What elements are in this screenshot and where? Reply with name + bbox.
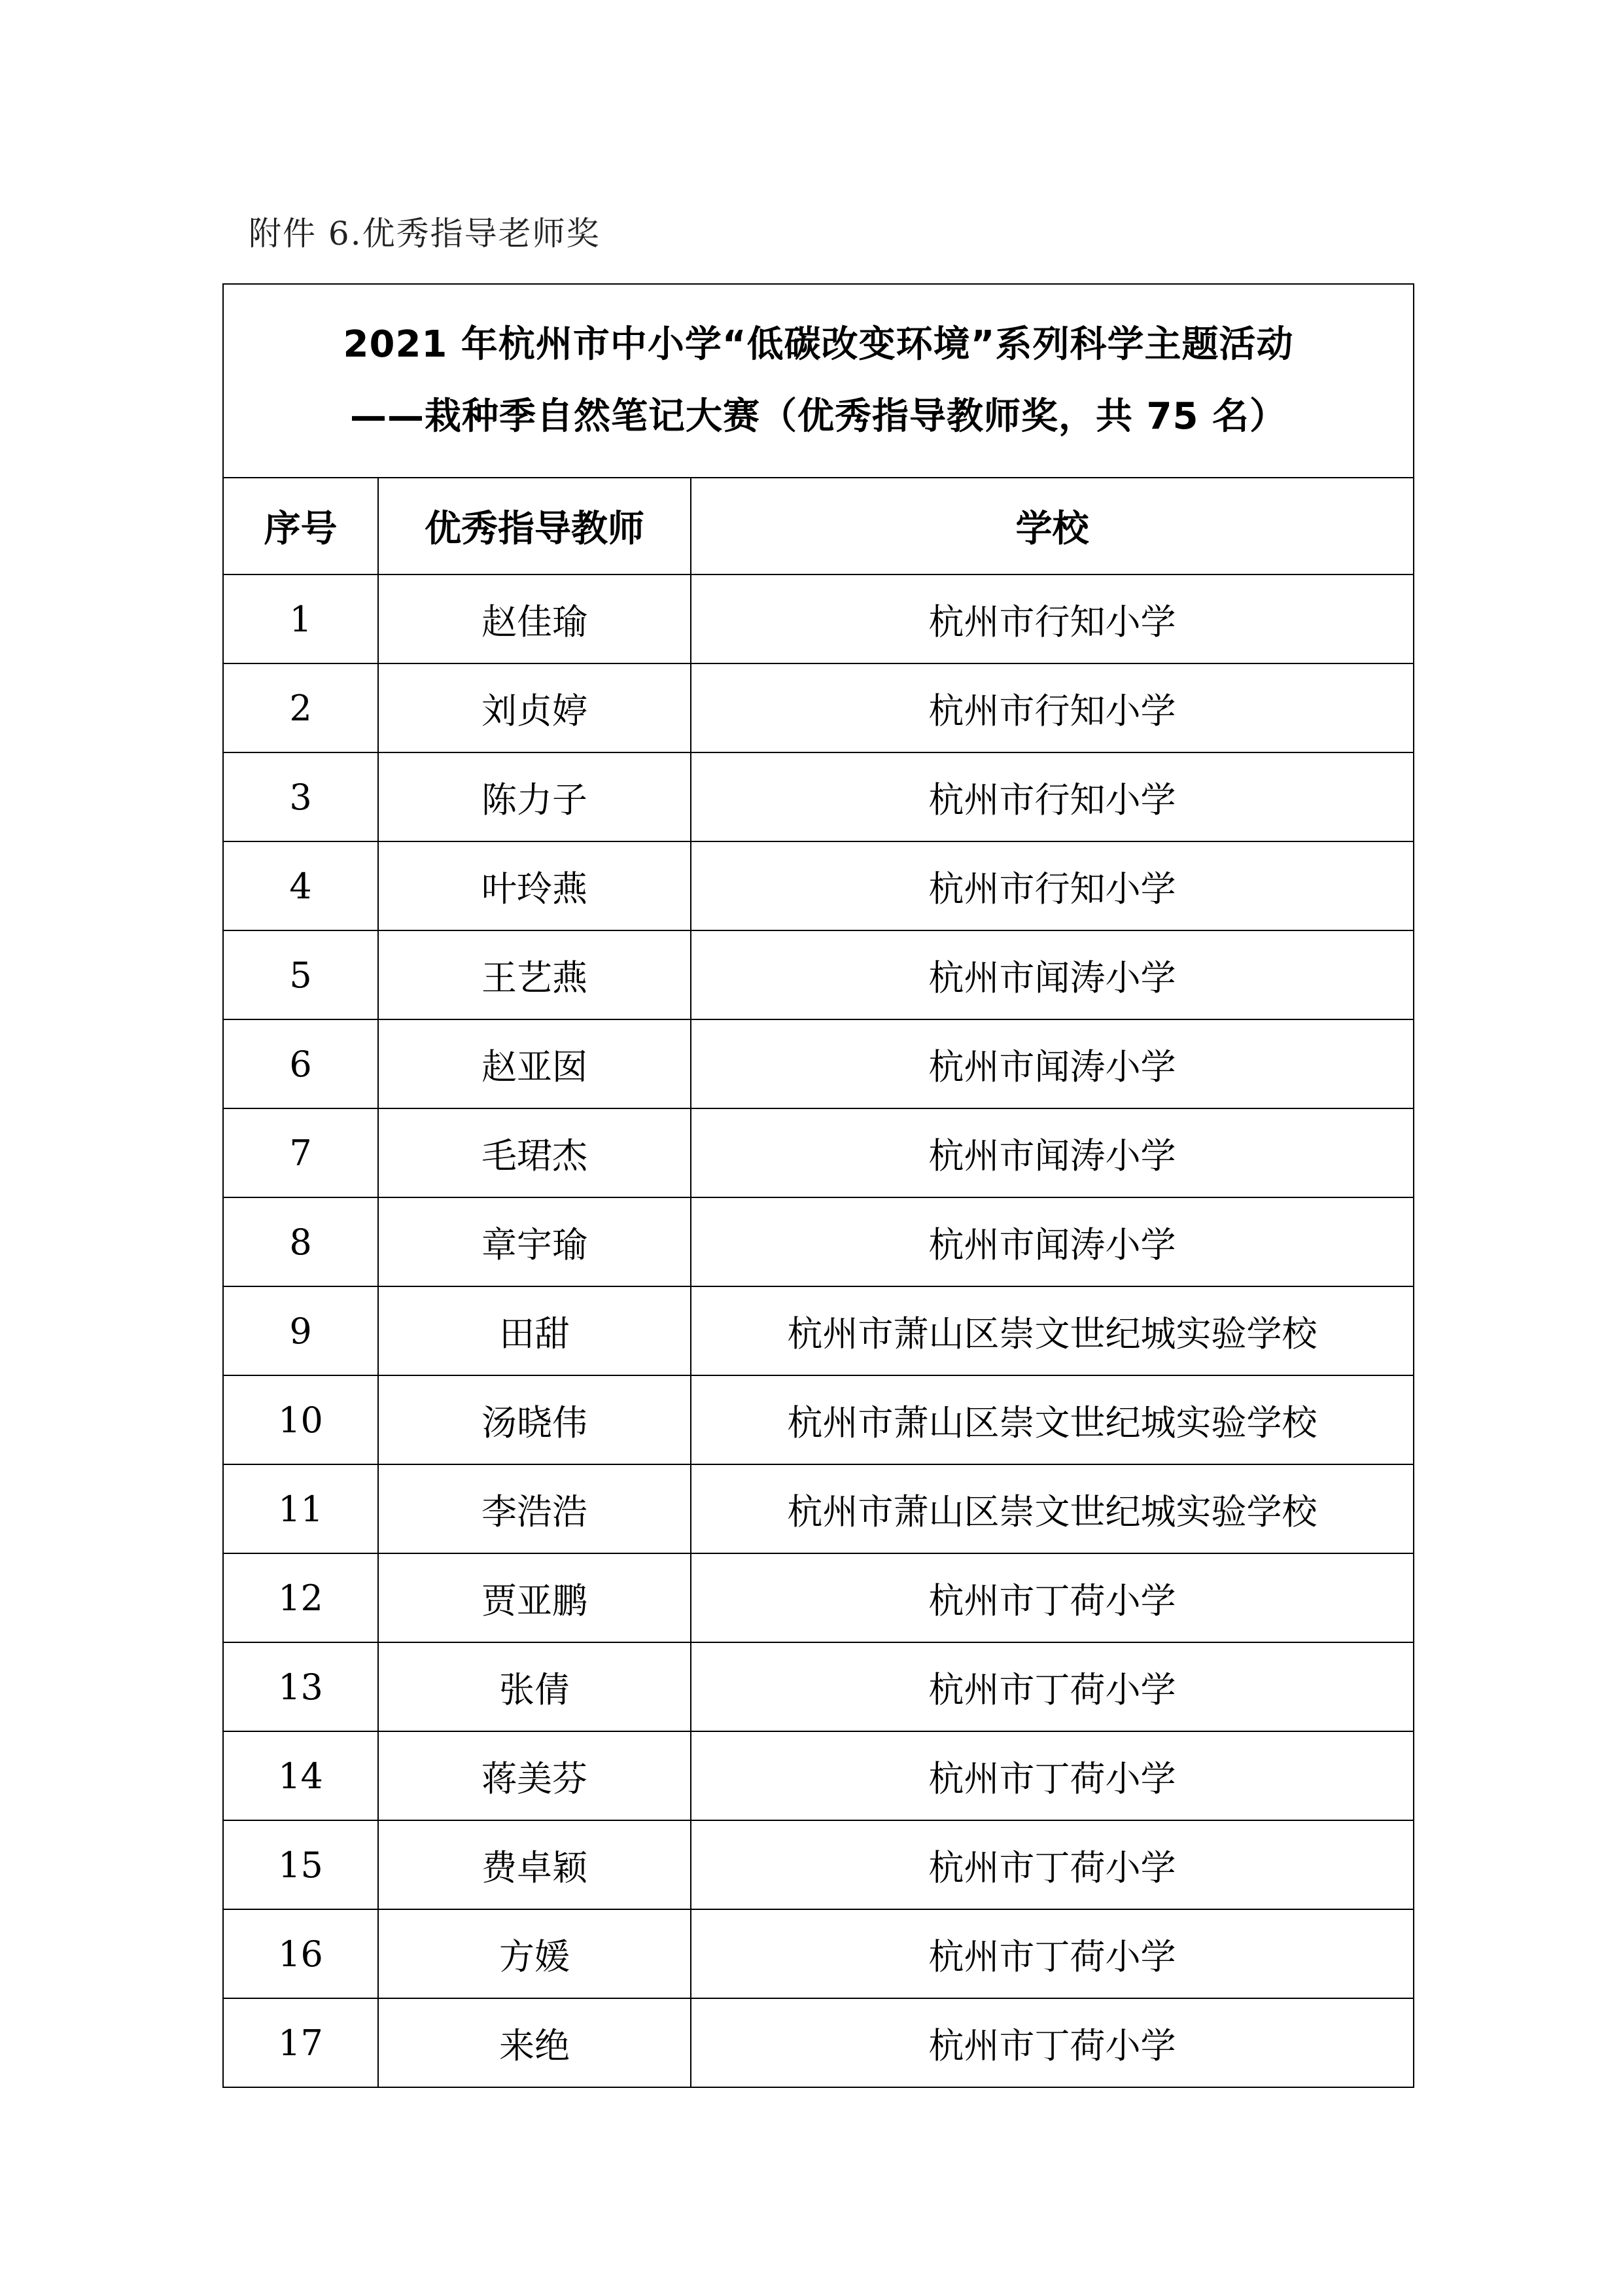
cell-index: 9 bbox=[223, 1286, 378, 1375]
cell-teacher: 章宇瑜 bbox=[378, 1197, 691, 1286]
cell-teacher: 费卓颖 bbox=[378, 1820, 691, 1909]
cell-index: 7 bbox=[223, 1108, 378, 1197]
cell-teacher: 张倩 bbox=[378, 1642, 691, 1731]
table-row bbox=[223, 1286, 1414, 1375]
table-row bbox=[223, 663, 1414, 752]
cell-teacher: 汤晓伟 bbox=[378, 1375, 691, 1464]
cell-index: 15 bbox=[223, 1820, 378, 1909]
table-row bbox=[223, 1820, 1414, 1909]
cell-teacher: 方媛 bbox=[378, 1909, 691, 1998]
cell-index: 4 bbox=[223, 841, 378, 930]
cell-index: 3 bbox=[223, 752, 378, 841]
table-header-row bbox=[223, 478, 1414, 574]
header-school: 学校 bbox=[691, 478, 1414, 574]
table-caption bbox=[223, 284, 1414, 478]
cell-school: 杭州市丁荷小学 bbox=[691, 1642, 1414, 1731]
cell-index: 16 bbox=[223, 1909, 378, 1998]
cell-teacher: 贾亚鹏 bbox=[378, 1553, 691, 1642]
cell-school: 杭州市萧山区崇文世纪城实验学校 bbox=[691, 1375, 1414, 1464]
cell-index: 13 bbox=[223, 1642, 378, 1731]
cell-index: 6 bbox=[223, 1019, 378, 1108]
table-row bbox=[223, 1998, 1414, 2087]
cell-teacher: 王艺燕 bbox=[378, 930, 691, 1019]
table-row bbox=[223, 1731, 1414, 1820]
cell-teacher: 陈力子 bbox=[378, 752, 691, 841]
table-row bbox=[223, 752, 1414, 841]
header-index: 序号 bbox=[223, 478, 378, 574]
table-row bbox=[223, 574, 1414, 663]
cell-school: 杭州市萧山区崇文世纪城实验学校 bbox=[691, 1286, 1414, 1375]
cell-school: 杭州市行知小学 bbox=[691, 663, 1414, 752]
table-row bbox=[223, 1464, 1414, 1553]
cell-teacher: 毛珺杰 bbox=[378, 1108, 691, 1197]
cell-index: 8 bbox=[223, 1197, 378, 1286]
cell-school: 杭州市闻涛小学 bbox=[691, 930, 1414, 1019]
caption-line-1: 2021 年杭州市中小学“低碳改变环境”系列科学主题活动 bbox=[343, 323, 1294, 366]
cell-school: 杭州市行知小学 bbox=[691, 574, 1414, 663]
cell-teacher: 来绝 bbox=[378, 1998, 691, 2087]
table-row bbox=[223, 1553, 1414, 1642]
cell-school: 杭州市闻涛小学 bbox=[691, 1197, 1414, 1286]
cell-teacher: 李浩浩 bbox=[378, 1464, 691, 1553]
cell-school: 杭州市行知小学 bbox=[691, 752, 1414, 841]
cell-school: 杭州市丁荷小学 bbox=[691, 1731, 1414, 1820]
table-row bbox=[223, 1197, 1414, 1286]
cell-teacher: 蒋美芬 bbox=[378, 1731, 691, 1820]
cell-index: 2 bbox=[223, 663, 378, 752]
table-row bbox=[223, 930, 1414, 1019]
cell-teacher: 赵亚囡 bbox=[378, 1019, 691, 1108]
cell-index: 5 bbox=[223, 930, 378, 1019]
cell-teacher: 赵佳瑜 bbox=[378, 574, 691, 663]
table-row bbox=[223, 1909, 1414, 1998]
table-body bbox=[223, 574, 1414, 2087]
cell-index: 12 bbox=[223, 1553, 378, 1642]
cell-school: 杭州市丁荷小学 bbox=[691, 1998, 1414, 2087]
table-row bbox=[223, 841, 1414, 930]
cell-school: 杭州市闻涛小学 bbox=[691, 1019, 1414, 1108]
cell-school: 杭州市闻涛小学 bbox=[691, 1108, 1414, 1197]
cell-teacher: 刘贞婷 bbox=[378, 663, 691, 752]
table-row bbox=[223, 1108, 1414, 1197]
table-row bbox=[223, 1019, 1414, 1108]
cell-school: 杭州市丁荷小学 bbox=[691, 1553, 1414, 1642]
table-row bbox=[223, 1642, 1414, 1731]
cell-school: 杭州市萧山区崇文世纪城实验学校 bbox=[691, 1464, 1414, 1553]
header-teacher: 优秀指导教师 bbox=[378, 478, 691, 574]
attachment-label: 附件 6.优秀指导老师奖 bbox=[249, 215, 601, 253]
cell-teacher: 田甜 bbox=[378, 1286, 691, 1375]
cell-school: 杭州市丁荷小学 bbox=[691, 1909, 1414, 1998]
cell-school: 杭州市丁荷小学 bbox=[691, 1820, 1414, 1909]
award-table bbox=[222, 283, 1414, 2088]
caption-line-2: ——栽种季自然笔记大赛（优秀指导教师奖，共 75 名） bbox=[350, 395, 1287, 438]
cell-index: 10 bbox=[223, 1375, 378, 1464]
cell-index: 1 bbox=[223, 574, 378, 663]
table-caption-row bbox=[223, 284, 1414, 478]
cell-teacher: 叶玲燕 bbox=[378, 841, 691, 930]
table-row bbox=[223, 1375, 1414, 1464]
cell-index: 14 bbox=[223, 1731, 378, 1820]
cell-index: 17 bbox=[223, 1998, 378, 2087]
cell-school: 杭州市行知小学 bbox=[691, 841, 1414, 930]
cell-index: 11 bbox=[223, 1464, 378, 1553]
